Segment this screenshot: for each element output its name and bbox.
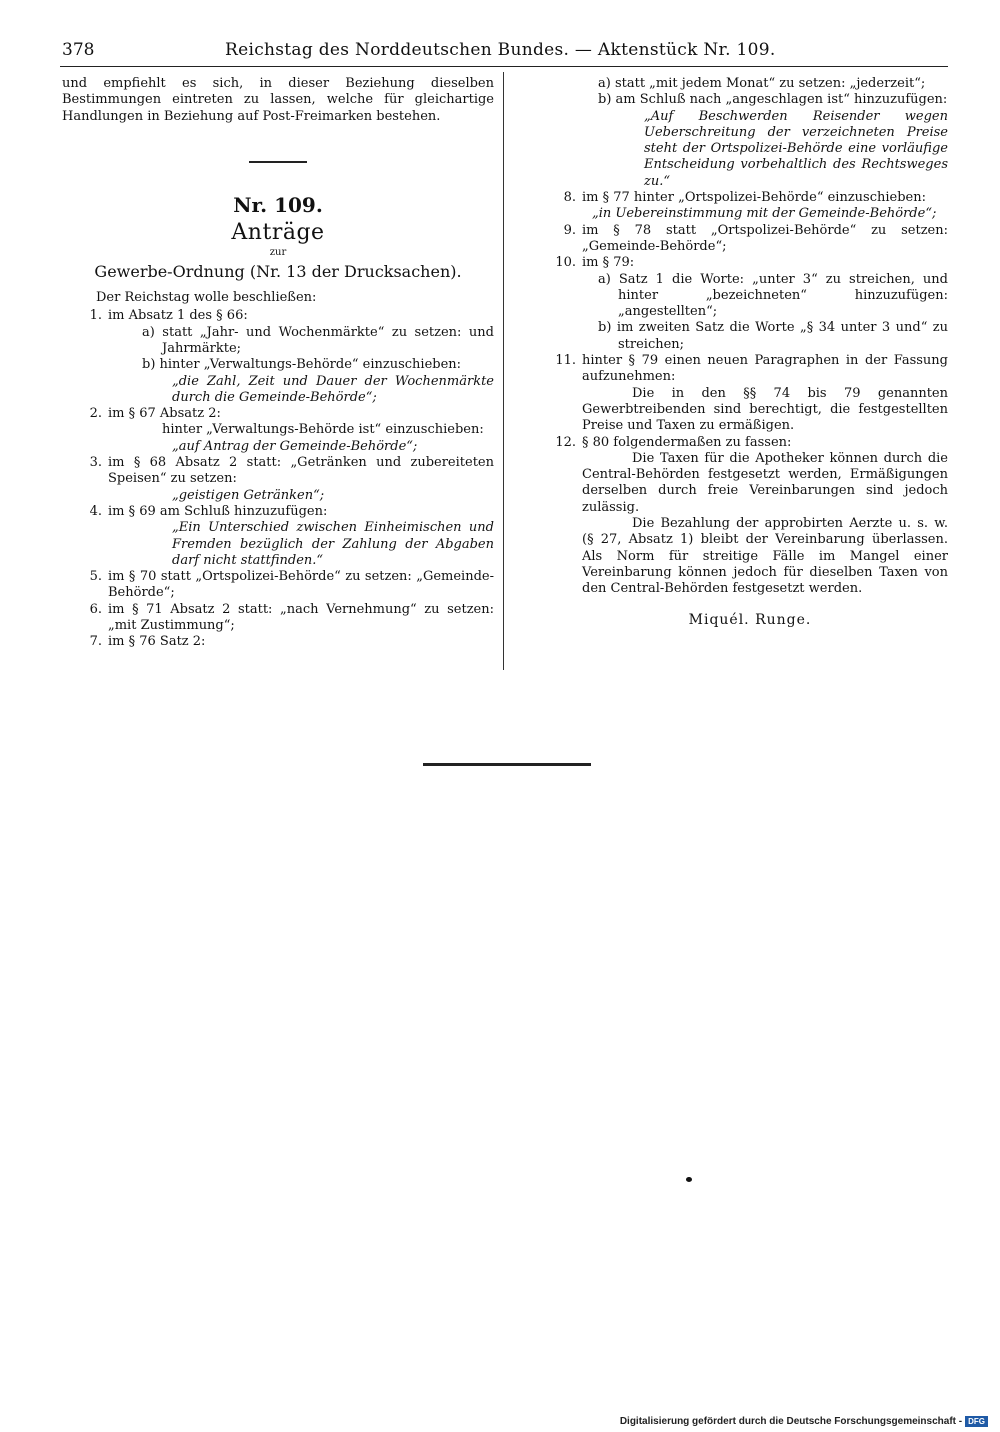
item-text: hinter § 79 einen neuen Paragraphen in der Fassung aufzunehmen: <box>582 353 948 385</box>
list-item <box>552 353 948 386</box>
footer <box>620 1416 988 1427</box>
list-item <box>62 308 494 324</box>
list-item <box>552 223 948 256</box>
item-number: 5. <box>89 569 102 585</box>
item-number: 9. <box>563 222 576 238</box>
indent-paragraph: Die in den §§ 74 bis 79 genannten Gewerbtreibenden sind berechtigt, die festgestellten Preise und Taxen zu ermäßigen. <box>582 385 948 434</box>
item-text: im § 77 hinter „Ortspolizei-Behörde“ einzuschieben: <box>582 190 926 206</box>
item-text: im Absatz 1 des § 66: <box>108 308 248 324</box>
document-zur: zur <box>269 247 287 259</box>
intro-line: Der Reichstag wolle beschließen: <box>96 290 317 306</box>
title-rule <box>249 161 307 163</box>
list-item <box>62 455 494 488</box>
item-text: im § 76 Satz 2: <box>108 634 206 650</box>
list-item <box>62 504 494 520</box>
continuation-paragraph: und empfiehlt es sich, in dieser Beziehung dieselben Bestimmungen eintreten zu lassen, welche für gleichartige Handlungen in Beziehung auf Post-Freimarken bestehen. <box>62 76 494 124</box>
header-rule <box>60 66 948 67</box>
sub-item: a) statt „mit jedem Monat“ zu setzen: „jederzeit“; <box>598 76 926 91</box>
item-number: 7. <box>89 634 102 650</box>
left-column <box>62 76 494 651</box>
item-number: 4. <box>89 503 102 519</box>
item-number: 1. <box>89 308 102 324</box>
item-text: im § 69 am Schluß hinzuzufügen: <box>108 503 328 519</box>
sub-item: b) am Schluß nach „angeschlagen ist“ hinzuzufügen: <box>598 92 948 108</box>
column-divider <box>503 72 504 670</box>
quote-block: „die Zahl, Zeit und Dauer der Wochenmärkte durch die Gemeinde-Behörde“; <box>172 373 494 405</box>
item-text: im § 79: <box>582 255 635 271</box>
item-text: im § 67 Absatz 2: <box>108 406 221 422</box>
indent-line: hinter „Verwaltungs-Behörde ist“ einzuschieben: <box>162 422 484 438</box>
item-number: 8. <box>563 190 576 206</box>
list-item <box>62 602 494 635</box>
running-head: Reichstag des Norddeutschen Bundes. — Aktenstück Nr. 109. <box>225 40 776 60</box>
sub-item: b) im zweiten Satz die Worte „§ 34 unter 3 und“ zu streichen; <box>598 320 948 352</box>
bottom-rule <box>423 763 591 766</box>
quote-block: „in Uebereinstimmung mit der Gemeinde-Behörde“; <box>592 206 937 222</box>
item-text: § 80 folgendermaßen zu fassen: <box>582 434 792 450</box>
item-number: 6. <box>89 601 102 617</box>
sub-item: a) statt „Jahr- und Wochenmärkte“ zu setzen: und Jahrmärkte; <box>142 324 494 356</box>
item-text: im § 78 statt „Ortspolizei-Behörde“ zu setzen: „Gemeinde-Behörde“; <box>582 222 948 254</box>
quote-block: „auf Antrag der Gemeinde-Behörde“; <box>172 438 418 454</box>
item-number: 3. <box>89 455 102 471</box>
signatures: Miquél. Runge. <box>688 611 812 628</box>
list-item <box>552 435 948 451</box>
item-number: 2. <box>89 406 102 422</box>
item-number: 10. <box>555 255 576 271</box>
item-text: im § 68 Absatz 2 statt: „Getränken und zubereiteten Speisen“ zu setzen: <box>108 455 494 487</box>
ink-dot <box>686 1177 692 1182</box>
indent-paragraph: Die Bezahlung der approbirten Aerzte u. s. w. (§ 27, Absatz 1) bleibt der Vereinbarung überlassen. Als Norm für streitige Fälle im Mangel einer Vereinbarung können jedoch für dieselben Taxen von den Central-Behörden festgesetzt werden. <box>582 516 948 597</box>
document-title: Anträge <box>231 220 325 246</box>
quote-block: „geistigen Getränken“; <box>172 487 325 503</box>
quote-block: „Ein Unterschied zwischen Einheimischen und Fremden bezüglich der Zahlung der Abgaben darf nicht stattfinden.“ <box>172 520 494 568</box>
document-number: Nr. 109. <box>233 192 323 217</box>
item-number: 12. <box>555 434 576 450</box>
quote-block: „Auf Beschwerden Reisender wegen Ueberschreitung der verzeichneten Preise steht der Ortspolizei-Behörde eine vorläufige Entscheidung vorbehaltlich des Rechtsweges zu.“ <box>644 108 948 189</box>
sub-item: a) Satz 1 die Worte: „unter 3“ zu streichen, und hinter „bezeichneten“ hinzuzufügen: „angestellten“; <box>598 271 948 320</box>
list-item <box>552 255 948 271</box>
item-number: 11. <box>555 353 576 369</box>
item-text: im § 71 Absatz 2 statt: „nach Vernehmung“ zu setzen: „mit Zustimmung“; <box>108 601 494 634</box>
sub-item: b) hinter „Verwaltungs-Behörde“ einzuschieben: <box>142 357 462 373</box>
list-item <box>62 569 494 602</box>
item-text: im § 70 statt „Ortspolizei-Behörde“ zu setzen: „Gemeinde-Behörde“; <box>108 569 494 601</box>
dfg-logo: DFG <box>965 1416 988 1427</box>
right-column <box>552 76 948 628</box>
list-item <box>62 634 494 650</box>
page-number: 378 <box>62 40 95 60</box>
list-item <box>552 190 948 206</box>
indent-paragraph: Die Taxen für die Apotheker können durch die Central-Behörden festgesetzt werden, Ermäßigungen derselben durch freie Vereinbarungen sind jedoch zulässig. <box>582 450 948 515</box>
list-item <box>62 406 494 422</box>
document-subtitle: Gewerbe-Ordnung (Nr. 13 der Drucksachen). <box>94 261 462 281</box>
footer-text: Digitalisierung gefördert durch die Deutsche Forschungsgemeinschaft - <box>619 1416 963 1427</box>
